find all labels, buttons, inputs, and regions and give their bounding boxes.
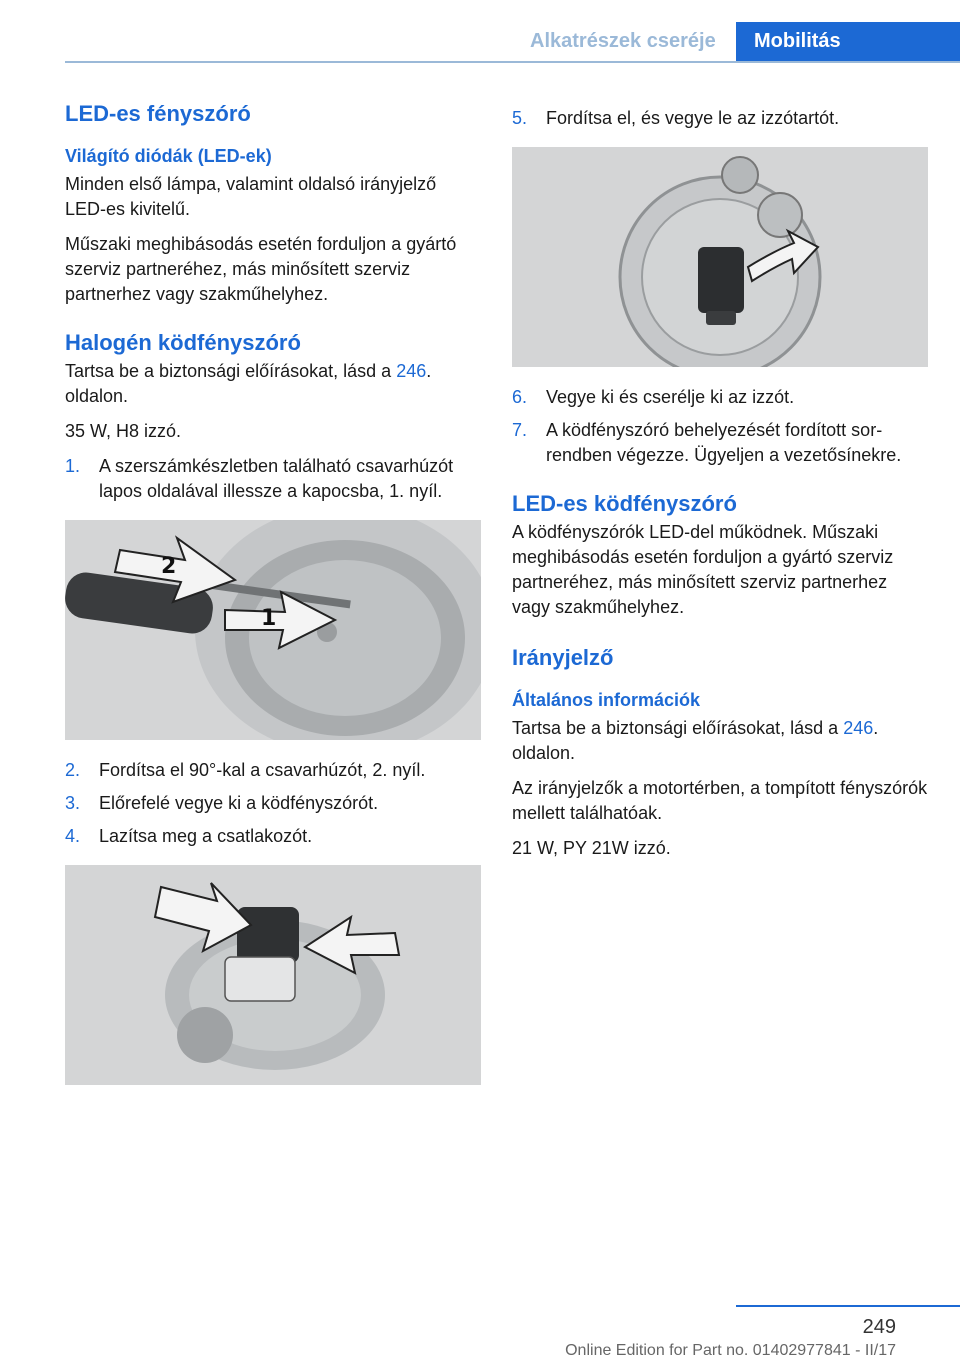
paragraph: Az irányjelzők a motortérben, a tompított fényszórók mellett találhatóak.: [512, 778, 928, 823]
list-item: [65, 758, 481, 783]
text: Tartsa be a biztonsági előírásokat, lásd a: [512, 718, 844, 738]
paragraph: Műszaki meghibásodás esetén forduljon a gyártó szerviz partneréhez, más minősített szerviz partnerhez vagy szakműhelyhez.: [65, 234, 457, 304]
paragraph: A ködfényszórók LED-del működnek. Műszaki meghibásodás esetén forduljon a gyártó szerviz partneréhez, más minősített szerviz partnerhez vagy szakműhelyhez.: [512, 522, 894, 617]
step-text: Fordítsa el 90°-kal a csavarhúzót, 2. nyíl.: [99, 760, 426, 780]
list-item: [512, 106, 928, 131]
step-text: Lazítsa meg a csatlakozót.: [99, 826, 313, 846]
connector-illustration: [65, 865, 481, 1085]
heading-turn-signal: Irányjelző: [512, 645, 614, 670]
list-item: [512, 418, 928, 468]
subheading-general-info: Általános információk: [512, 690, 701, 710]
step-number: 1.: [65, 456, 81, 476]
step-list: [65, 454, 481, 504]
paragraph: 21 W, PY 21W izzó.: [512, 838, 671, 858]
heading-halogen-fog: Halogén ködfényszóró: [65, 330, 301, 355]
step-number: 7.: [512, 420, 528, 440]
paragraph: Minden első lámpa, valamint oldalsó irányjelző LED-es kivitelű.: [65, 174, 437, 219]
page-link[interactable]: 246: [396, 361, 427, 381]
step-text: Vegye ki és cserélje ki az izzót.: [546, 387, 795, 407]
callout-label-2: 2: [161, 554, 177, 579]
section-title: Alkatrészek cseréje: [530, 30, 716, 52]
step-number: 6.: [512, 387, 528, 407]
step-number: 5.: [512, 108, 528, 128]
step-text: A ködfényszóró behelyezését fordított sorrendben végezze. Ügyeljen a vezetősínekre.: [546, 420, 902, 465]
bulb-holder-illustration: [512, 147, 928, 367]
list-item: [65, 791, 481, 816]
callout-label-1: 1: [261, 606, 277, 631]
page-link[interactable]: 246: [843, 718, 874, 738]
page-number: 249: [862, 1316, 896, 1338]
chapter-tab: Mobilitás: [736, 22, 960, 62]
paragraph: 35 W, H8 izzó.: [65, 421, 182, 441]
step-text: Fordítsa el, és vegye le az izzótartót.: [546, 108, 840, 128]
page-header: [0, 0, 960, 62]
step-text: Előrefelé vegye ki a ködfényszórót.: [99, 793, 379, 813]
step-text: A szerszámkészletben található csavarhúzót lapos oldalával illessze a kapocsba, 1. nyíl.: [99, 456, 454, 501]
step-list: [512, 385, 928, 468]
page-footer: [0, 1300, 960, 1362]
step-list: [65, 758, 481, 849]
text: Tartsa be a biztonsági előírásokat, lásd a: [65, 361, 397, 381]
list-item: [65, 824, 481, 849]
figure-screwdriver-clip: [65, 520, 481, 740]
paragraph-safety: [65, 359, 481, 409]
figure-bulb-holder: [512, 147, 928, 367]
edition-note: Online Edition for Part no. 01402977841 - II/17: [565, 1342, 896, 1359]
heading-led-headlight: LED-es fényszóró: [65, 101, 251, 126]
step-number: 3.: [65, 793, 81, 813]
subheading-leds: Világító diódák (LED-ek): [65, 146, 272, 166]
header-rule: [65, 61, 960, 63]
list-item: [65, 454, 481, 504]
right-column: [512, 100, 928, 871]
footer-rule: [736, 1305, 960, 1307]
text: . oldalon.: [512, 718, 879, 763]
heading-led-fog: LED-es ködfényszóró: [512, 491, 737, 516]
step-list: [512, 106, 928, 131]
left-column: [65, 100, 481, 1103]
list-item: [512, 385, 928, 410]
step-number: 4.: [65, 826, 81, 846]
figure-connector: [65, 865, 481, 1085]
step-number: 2.: [65, 760, 81, 780]
paragraph-safety: [512, 716, 928, 766]
text: . oldalon.: [65, 361, 432, 406]
